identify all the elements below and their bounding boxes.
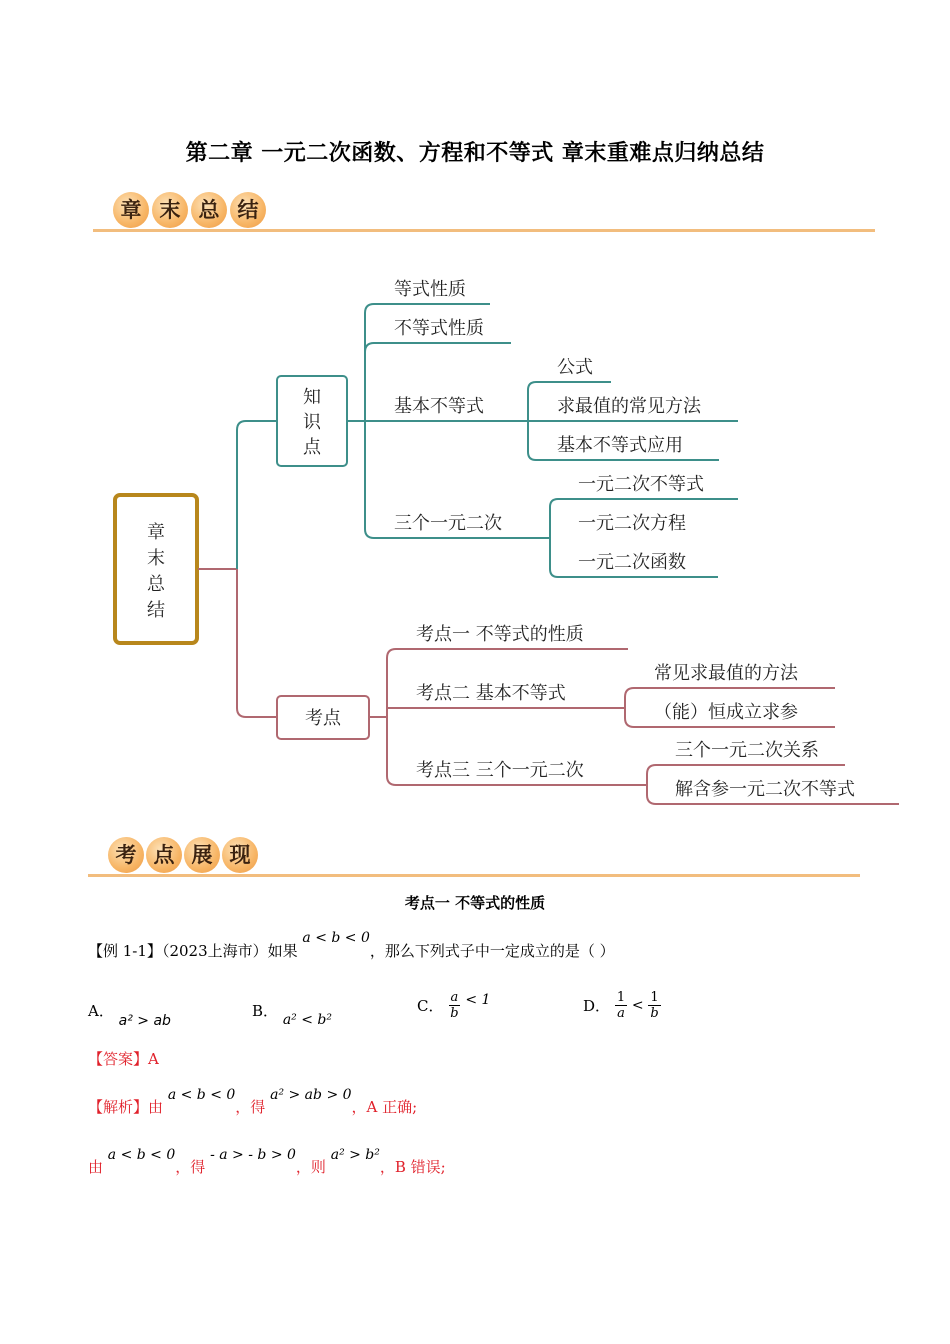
root-char: 结: [147, 600, 165, 621]
example-tag: 【例 1-1】: [88, 942, 162, 960]
exam-point-3: 考点三 三个一元二次: [416, 760, 584, 781]
analysis-math: a² > b²: [330, 1147, 380, 1163]
option-c-rest: < 1: [465, 991, 491, 1008]
option-a-math: a² > ab: [118, 1013, 171, 1029]
option-a: [88, 1000, 171, 1029]
knowledge-char: 点: [303, 437, 321, 458]
option-d-numerator-2: 1: [650, 990, 659, 1005]
option-d-fraction-right: [648, 990, 660, 1021]
option-d: [583, 990, 661, 1021]
analysis-math: - a > - b > 0: [210, 1147, 296, 1163]
banner-char: 考: [108, 837, 144, 873]
analysis-text: ，则: [295, 1158, 326, 1176]
answer: [88, 1048, 159, 1069]
option-d-fraction-left: [615, 990, 627, 1021]
example-question-text: ，那么下列式子中一定成立的是（ ）: [369, 942, 615, 960]
analysis-label: 【解析】: [88, 1098, 149, 1116]
option-d-label: D．: [583, 997, 611, 1015]
option-c: [417, 990, 490, 1021]
analysis-text: 由: [148, 1098, 164, 1116]
option-b-label: B．: [252, 1002, 279, 1020]
root-char: 章: [147, 522, 165, 543]
banner-char: 末: [152, 192, 188, 228]
exam-point-3a: 三个一元二次关系: [675, 740, 819, 761]
option-d-denominator-1: a: [617, 1006, 625, 1021]
node-quad-equation: 一元二次方程: [578, 513, 686, 534]
banner-char: 展: [184, 837, 220, 873]
answer-label: 【答案】: [88, 1050, 149, 1068]
analysis-text: ，得: [175, 1158, 206, 1176]
example-source: （2023上海市）如果: [161, 942, 298, 960]
banner-char: 总: [191, 192, 227, 228]
option-d-operator: <: [631, 997, 644, 1014]
option-b-math: a² < b²: [282, 1012, 332, 1028]
option-b: [252, 1000, 332, 1028]
analysis-math: a² > ab > 0: [270, 1087, 352, 1103]
root-char: 末: [147, 548, 165, 569]
exam-point-2b: （能）恒成立求参: [654, 702, 798, 723]
node-quad-function: 一元二次函数: [578, 552, 686, 573]
exam-point-1: 考点一 不等式的性质: [416, 624, 584, 645]
knowledge-char: 识: [303, 412, 321, 433]
node-quad-inequality: 一元二次不等式: [578, 474, 704, 495]
root-char: 总: [147, 574, 165, 595]
exam-point-2: 考点二 基本不等式: [416, 683, 566, 704]
banner-char: 现: [222, 837, 258, 873]
option-c-numerator: a: [450, 990, 459, 1005]
option-d-denominator-2: b: [650, 1006, 659, 1021]
analysis-line-2: [88, 1147, 446, 1177]
analysis-math: a < b < 0: [107, 1147, 176, 1163]
node-formula: 公式: [557, 357, 593, 378]
node-extremum-methods: 求最值的常见方法: [557, 396, 701, 417]
section-title: 考点一 不等式的性质: [404, 894, 546, 912]
analysis-text: ，A 正确;: [351, 1098, 418, 1116]
node-equality-props: 等式性质: [394, 279, 466, 300]
node-basic-inequality: 基本不等式: [394, 396, 484, 417]
analysis-text: 由: [88, 1158, 104, 1176]
answer-value: A: [148, 1050, 159, 1068]
option-a-label: A．: [88, 1002, 114, 1020]
page-title: 第二章 一元二次函数、方程和不等式 章末重难点归纳总结: [185, 141, 765, 166]
banner-divider: [88, 874, 860, 877]
exam-points-label: 考点: [305, 708, 341, 729]
banner-char: 章: [113, 192, 149, 228]
option-c-denominator: b: [450, 1006, 459, 1021]
node-three-quadratics: 三个一元二次: [394, 513, 502, 534]
exam-point-2a: 常见求最值的方法: [654, 663, 798, 684]
option-c-fraction: [448, 990, 460, 1021]
option-d-numerator-1: 1: [616, 990, 626, 1005]
analysis-math: a < b < 0: [167, 1087, 236, 1103]
node-inequality-props: 不等式性质: [394, 318, 484, 339]
knowledge-char: 知: [303, 387, 321, 408]
analysis-text: ，B 错误;: [379, 1158, 446, 1176]
banner-char: 结: [230, 192, 266, 228]
example-condition: a < b < 0: [302, 930, 370, 946]
example-question: [88, 930, 615, 961]
banner-char: 点: [146, 837, 182, 873]
analysis-line-1: [88, 1087, 418, 1117]
exam-point-3b: 解含参一元二次不等式: [675, 779, 855, 800]
analysis-text: ，得: [235, 1098, 266, 1116]
option-c-label: C．: [417, 997, 444, 1015]
node-basic-ineq-app: 基本不等式应用: [557, 435, 683, 456]
